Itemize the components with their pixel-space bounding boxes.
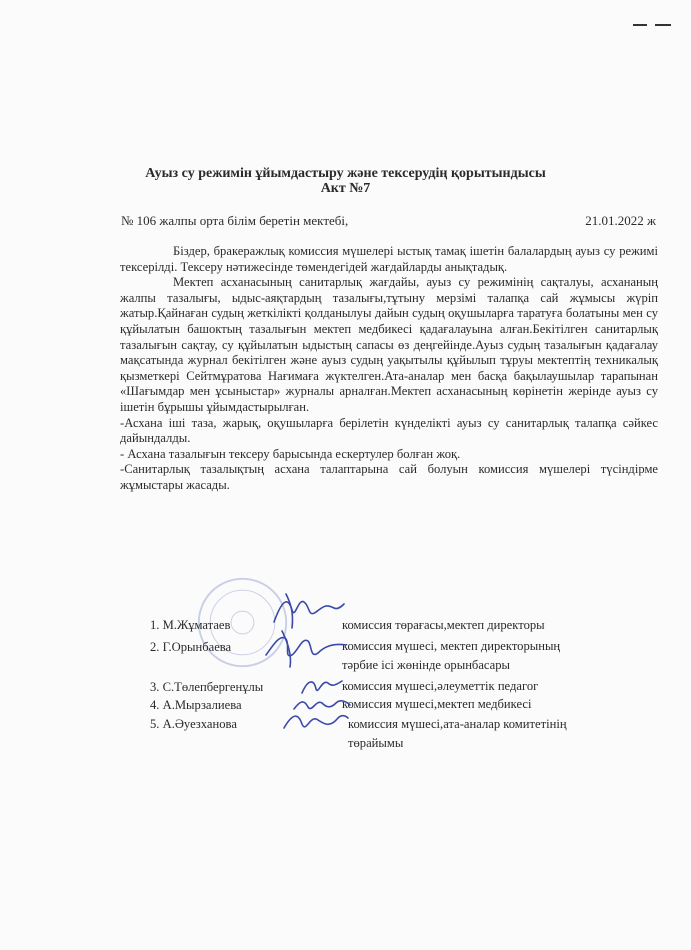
signer-name-1: 1. М.Жұматаев — [150, 618, 231, 632]
signer-role-5-line-2: төрайымы — [348, 736, 404, 750]
signer-name-3: 3. С.Төлепбергенұлы — [150, 680, 264, 694]
signature-2 — [262, 625, 352, 669]
signer-role-2-line-1: комиссия мүшесі, мектеп директорының — [342, 639, 561, 653]
signer-name-4: 4. А.Мырзалиева — [150, 698, 242, 712]
corner-mark — [633, 20, 673, 30]
paragraph-point-3: -Санитарлық тазалықтың асхана талаптарына сай болуын комиссия мүшелері түсіндірме жұмыстары жасады. — [120, 462, 658, 492]
signer-name-5: 5. А.Әуезханова — [150, 717, 237, 731]
document-title — [0, 166, 691, 196]
paragraph-point-2: - Асхана тазалығын тексеру барысында ескертулер болған жоқ. — [120, 446, 461, 461]
signer-role-4: комиссия мүшесі,мектеп медбикесі — [342, 697, 532, 711]
signer-name-2: 2. Г.Орынбаева — [150, 640, 232, 654]
signature-5 — [280, 708, 350, 736]
signer-role-5-line-1: комиссия мүшесі,ата-аналар комитетінің — [348, 717, 567, 731]
document-date: 21.01.2022 ж — [585, 213, 656, 228]
paragraph-findings: Мектеп асханасының санитарлық жағдайы, ауыз су режимінің сақталуы, асхананың жалпы тазалығы, ыдыс-аяқтардың тазалығы,тұтыну мерзімі талапқа сай жұмысы жүріп жатыр.Қайнаған судың жеткілікті қолданылуы дайын судың оқушыларға таратуға болатыны мен су құйылатын башоктың тазалығын мектеп медбикесі қадағалауына алған.Бекітілген санитарлық тазалығын сақтау, су құйылатын ыдыстың сапасы өз деңгейінде.Ауыз судың тазалығын қадағалау мақсатында журнал бекітілген және ауыз судың уақытылы құйылып тұруы мектептің техникалық қызметкері Сейтмұратова Нағимаға жүктелген.Ата-аналар мен басқа бақылаушылар тарапынан «Шағымдар мен ұсыныстар» журналы арналған.Мектеп асханасының көрінетін жерінде ауыз су ішетін бұрышы ұйымдастырылған. — [120, 275, 658, 414]
signer-role-3: комиссия мүшесі,әлеуметтік педагог — [342, 679, 539, 693]
signer-role-2-line-2: тәрбие ісі жөнінде орынбасары — [342, 658, 511, 672]
title-line-1: Ауыз су режимін ұйымдастыру және тексерудің қорытындысы — [145, 166, 546, 181]
document-body — [120, 244, 658, 494]
school-name: № 106 жалпы орта білім беретін мектебі, — [121, 213, 349, 228]
paragraph-point-1: -Асхана іші таза, жарық, оқушыларға берілетін күнделікті ауыз су санитарлық талапқа сәйкес дайындалды. — [120, 415, 658, 446]
paragraph-intro: Біздер, бракеражлық комиссия мүшелері ыстық тамақ ішетін балалардың ауыз су режимі тексерілді. Тексеру нәтижесінде төмендегідей жағдайларды анықтадық. — [120, 244, 658, 274]
signer-role-1: комиссия төрағасы,мектеп директоры — [342, 618, 545, 632]
title-line-2: Акт №7 — [320, 181, 371, 196]
